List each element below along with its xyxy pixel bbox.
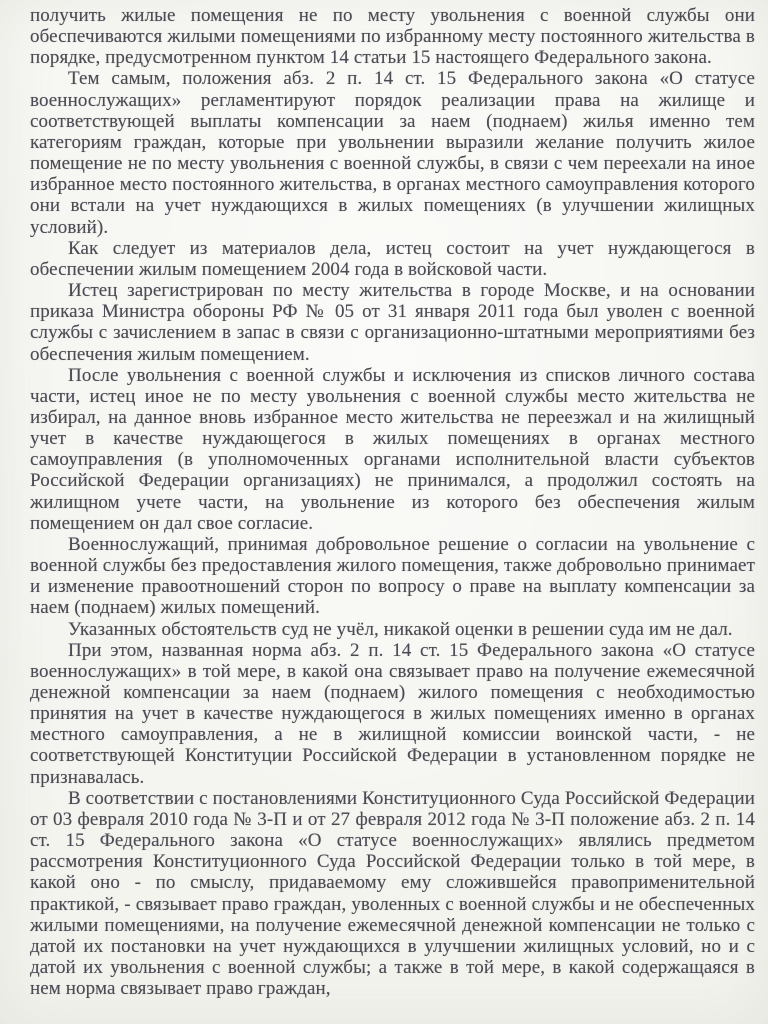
- paragraph: Тем самым, положения абз. 2 п. 14 ст. 15 Федерального закона «О статусе военнослужащих» регламентируют порядок реализации права на жилище и соответствующей выплаты компенсации за наем (поднаем) жилья именно тем категориям граждан, которые при увольнении выразили желание получить жилое помещение не по месту увольнения с военной службы, в связи с чем переехали на иное избранное место постоянного жительства, в органах местного самоуправления которого они встали на учет нуждающихся в жилых помещениях (в улучшении жилищных условий).: [30, 68, 755, 238]
- paragraph: Как следует из материалов дела, истец состоит на учет нуждающегося в обеспечении жилым помещением 2004 года в войсковой части.: [30, 237, 755, 280]
- paragraph: Военнослужащий, принимая добровольное решение о согласии на увольнение с военной службы без предоставления жилого помещения, также добровольно принимает и изменение правоотношений сторон по вопросу о праве на выплату компенсации за наем (поднаем) жилых помещений.: [30, 533, 755, 619]
- paragraph: В соответствии с постановлениями Конституционного Суда Российской Федерации от 03 февраля 2010 года № 3-П и от 27 февраля 2012 года № 3-П положение абз. 2 п. 14 ст. 15 Федерального закона «О статусе военнослужащих» являлись предметом рассмотрения Конституционного Суда Российской Федерации только в той мере, в какой оно - по смыслу, придаваемому ему сложившейся правоприменительной практикой, - связывает право граждан, уволенных с военной службы и не обеспеченных жилыми помещениями, на получение ежемесячной денежной компенсации не только с датой их постановки на учет нуждающихся в улучшении жилищных условий, но и с датой их увольнения с военной службы; а также в той мере, в какой содержащаяся в нем норма связывает право граждан,: [30, 787, 755, 1000]
- paragraph: После увольнения с военной службы и исключения из списков личного состава части, истец иное не по месту увольнения с военной службы место жительства не избирал, на данное вновь избранное место жительства не переезжал и на жилищный учет в качестве нуждающегося в жилых помещениях в органах местного самоуправления (в уполномоченных органами исполнительной власти субъектов Российской Федерации организациях) не принимался, а продолжил состоять на жилищном учете части, на увольнение из которого без обеспечения жилым помещением он дал свое согласие.: [30, 364, 755, 534]
- paragraph: Указанных обстоятельств суд не учёл, никакой оценки в решении суда им не дал.: [68, 618, 733, 640]
- paragraph: получить жилые помещения не по месту увольнения с военной службы они обеспечиваются жилыми помещениями по избранному месту постоянного жительства в порядке, предусмотренном пунктом 14 статьи 15 настоящего Федерального закона.: [30, 5, 755, 69]
- paragraph: При этом, названная норма абз. 2 п. 14 ст. 15 Федерального закона «О статусе военнослужащих» в той мере, в какой она связывает право на получение ежемесячной денежной компенсации за наем (поднаем) жилого помещения с необходимостью принятия на учет в качестве нуждающегося в жилых помещениях именно в органах местного самоуправления, а не в жилищной комиссии воинской части, - не соответствующей Конституции Российской Федерации в установленном порядке не признавалась.: [30, 639, 755, 788]
- paragraph: Истец зарегистрирован по месту жительства в городе Москве, и на основании приказа Министра обороны РФ № 05 от 31 января 2011 года был уволен с военной службы с зачислением в запас в связи с организационно-штатными мероприятиями без обеспечения жилым помещением.: [30, 280, 755, 365]
